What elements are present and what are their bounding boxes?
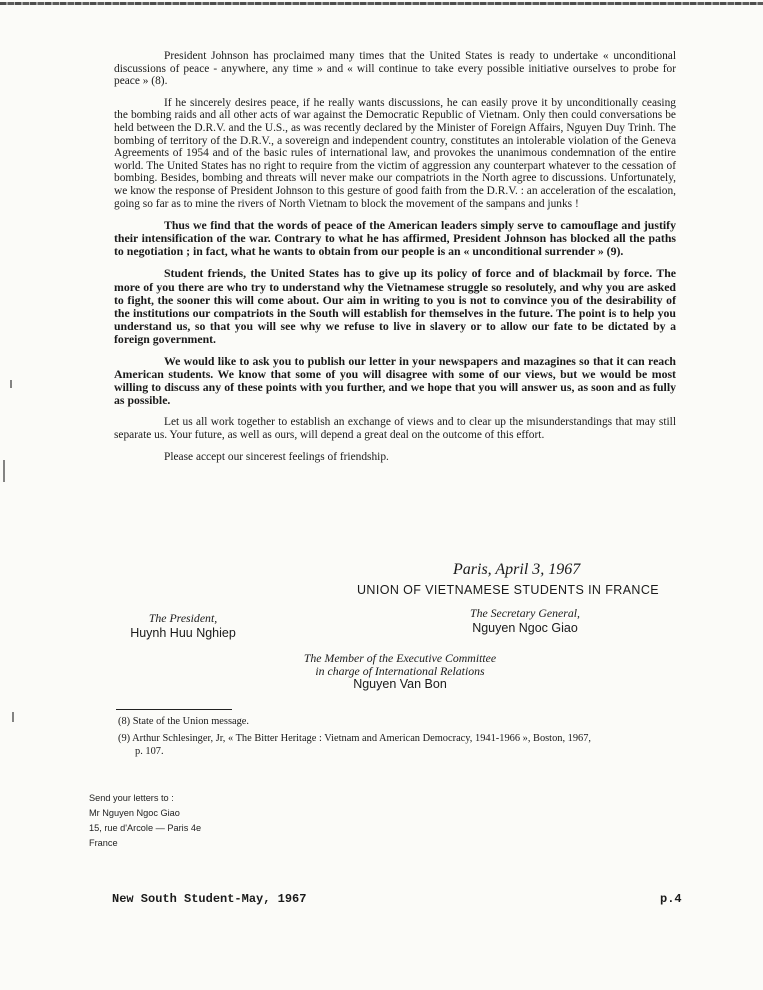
footnote-9-line-1: (9) Arthur Schlesinger, Jr, « The Bitter Heritage : Vietnam and American Democracy, 1941-1966 », Boston, 1967, bbox=[118, 733, 592, 744]
address-line-3: 15, rue d'Arcole — Paris 4e bbox=[89, 823, 202, 833]
paragraph-bombing-cessation: If he sincerely desires peace, if he really wants discussions, he can easily prove it by unconditionally ceasing the bombing raids and all other acts of war against the Democratic Republic of Vietnam. Only then could conversations be held between the D.R.V. and the U.S., as was recently declared by the Minister of Foreign Affairs, Nguyen Duy Trinh. The bombing of territory of the D.R.V., a sovereign and independent country, constitutes an intolerable violation of the Geneva Agreements of 1954 and of the basic rules of international law, and provokes the unanimous condemnation of the entire world. The United States has no right to require from the victim of aggression any counterpart whatever to the cessation of bombing. Besides, bombing and threats will never make our compatriots in the North agree to discussions. Unfortunately, we know the response of President Johnson to this gesture of good faith from the D.R.V. : an acceleration of the escalation, going so far as to mine the rivers of North Vietnam to block the movement of the sampans and junks ! bbox=[114, 96, 676, 210]
address-line-4: France bbox=[89, 838, 118, 848]
address-line-1: Send your letters to : bbox=[89, 793, 174, 803]
organization-name: UNION OF VIETNAMESE STUDENTS IN FRANCE bbox=[357, 583, 660, 597]
scan-mark bbox=[12, 712, 14, 722]
president-role: The President, bbox=[148, 611, 218, 625]
president-signature bbox=[118, 611, 248, 640]
scan-mark bbox=[10, 380, 12, 388]
paragraph-publish-request: We would like to ask you to publish our letter in your newspapers and mazagines so that it can reach American students. We know that some of you will disagree with some of our views, but we would be most willing to discuss any of these points with you further, and we hope that you will answer us, as soon and as fully as possible. bbox=[114, 353, 676, 408]
footnote-divider bbox=[116, 709, 232, 710]
letter-body bbox=[114, 50, 676, 463]
secretary-role: The Secretary General, bbox=[470, 606, 580, 620]
paragraph-work-together: Let us all work together to establish an exchange of views and to clear up the misunderstandings that may still separate us. Your future, as well as ours, will depend a great deal on the outcome of this effort. bbox=[114, 416, 676, 441]
publication-footer: New South Student-May, 1967 bbox=[112, 892, 307, 906]
paragraph-words-of-peace: Thus we find that the words of peace of the American leaders simply serve to camouflage and justify their intensification of the war. Contrary to what he has affirmed, President Johnson has blocked all the paths to negotiation ; in fact, what he wants to obtain from our people is an « unconditional surrender » (9). bbox=[114, 218, 676, 259]
secretary-signature bbox=[455, 606, 595, 635]
secretary-name: Nguyen Ngoc Giao bbox=[472, 621, 578, 635]
paragraph-johnson-proclamation: President Johnson has proclaimed many times that the United States is ready to undertake « unconditional discussions of peace - anywhere, any time » and « will continue to take every possible initiative ourselves to probe for peace » (8). bbox=[114, 50, 676, 88]
member-role-line-1: The Member of the Executive Committee bbox=[303, 651, 497, 665]
member-role-line-2: in charge of International Relations bbox=[315, 664, 485, 678]
paragraph-student-friends: Student friends, the United States has to give up its policy of force and of blackmail by force. The more of you there are who try to understand why the Vietnamese struggle so resolutely, and why you are asked to fight, the sooner this will come about. Our aim in writing to you is not to convince you of the desirability of the institutions our compatriots in the South will establish for themselves in the future. The point is to help you understand us, so that you will see why we refuse to live in slavery or to allow our fate to be dictated by a foreign government. bbox=[114, 266, 676, 346]
page-number: p.4 bbox=[660, 892, 682, 906]
scan-mark bbox=[3, 460, 5, 482]
page-top-border bbox=[0, 2, 763, 5]
member-signature bbox=[280, 652, 520, 691]
footnote-9 bbox=[118, 733, 688, 758]
president-name: Huynh Huu Nghiep bbox=[130, 626, 236, 640]
mailing-address bbox=[89, 791, 201, 851]
paragraph-closing: Please accept our sincerest feelings of friendship. bbox=[164, 450, 389, 463]
letter-date: Paris, April 3, 1967 bbox=[453, 561, 581, 578]
address-line-2: Mr Nguyen Ngoc Giao bbox=[89, 808, 180, 818]
footnote-9-line-2: p. 107. bbox=[135, 745, 164, 757]
member-name: Nguyen Van Bon bbox=[353, 677, 447, 691]
footnote-8: (8) State of the Union message. bbox=[118, 716, 250, 727]
